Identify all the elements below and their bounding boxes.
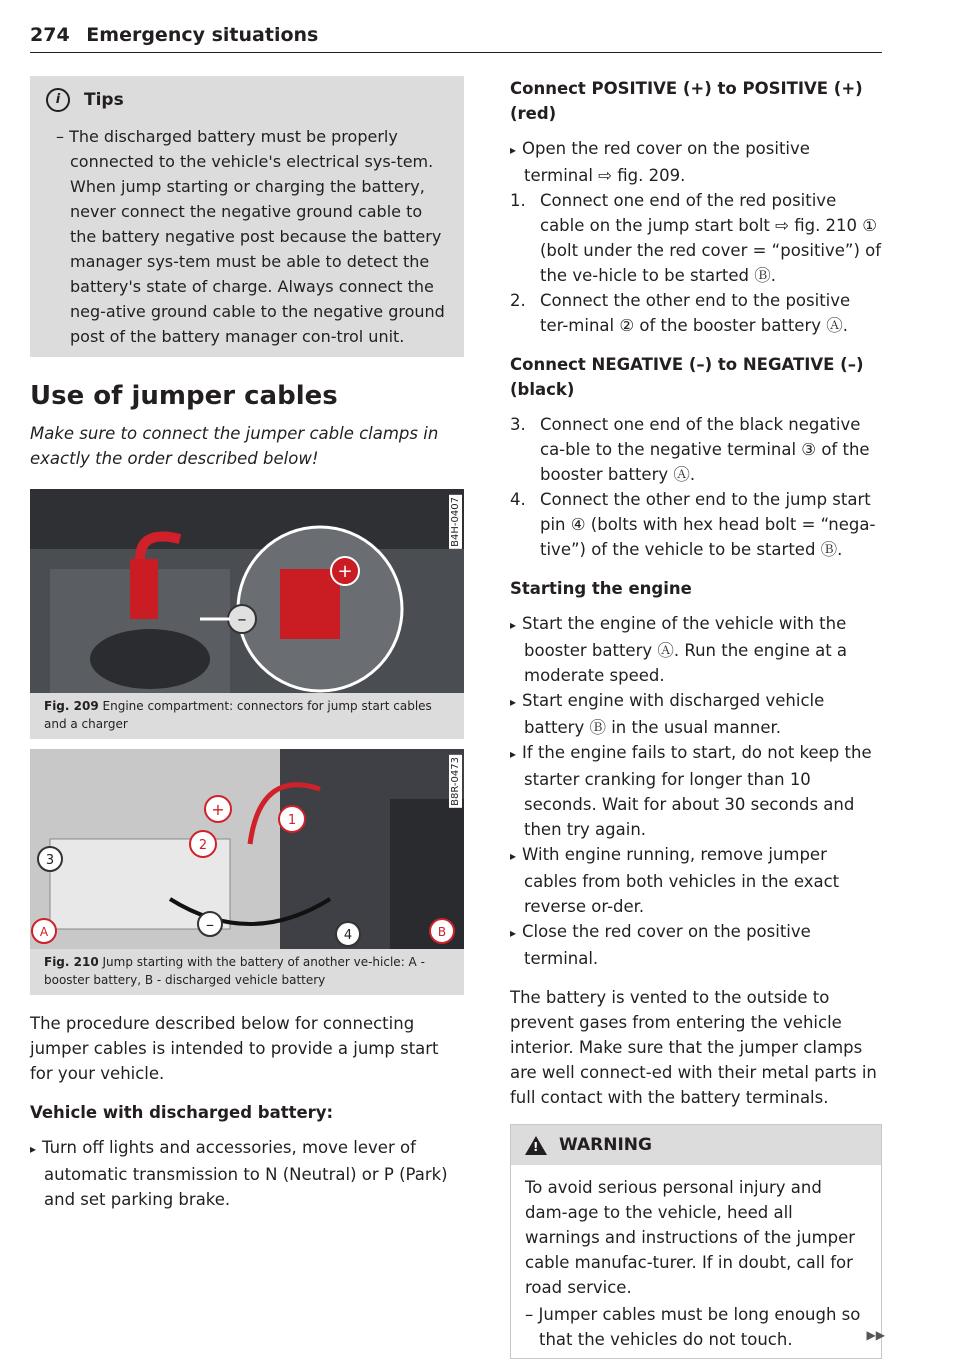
tips-box — [30, 76, 464, 357]
step-1 — [510, 188, 882, 288]
figure-caption-text: Jump starting with the battery of another ve-hicle: A - booster battery, B - discharged vehicle battery — [44, 955, 425, 987]
step-text: Connect the other end to the positive ter-minal ② of the booster battery Ⓐ. — [540, 291, 851, 335]
step-number: 3. — [510, 415, 526, 434]
list-item: ▸ With engine running, remove jumper cables from both vehicles in the exact reverse or-der. — [510, 842, 882, 919]
warning-label: WARNING — [559, 1135, 652, 1155]
figure-id: B4H-0407 — [450, 497, 461, 547]
svg-text:+: + — [211, 800, 225, 819]
step-4 — [510, 487, 882, 562]
svg-text:1: 1 — [287, 813, 297, 828]
step-2 — [510, 288, 882, 338]
jump-start-image — [30, 749, 464, 949]
page-number: 274 — [30, 24, 70, 46]
tips-text: – The discharged battery must be properly connected to the vehicle's electrical sys-tem. When jump starting or charging the battery, never connect the negative ground cable to the battery negative post because the battery manager sys-tem must be able to detect the battery's state of charge. Always connect the neg-ative ground cable to the negative ground post of the battery manager con-trol unit. — [56, 127, 445, 346]
step-text: Connect the other end to the jump start pin ④ (bolts with hex head bolt = “nega-tive”) of the vehicle to be started Ⓑ. — [540, 490, 876, 559]
intro-paragraph: The procedure described below for connecting jumper cables is intended to provide a jump start for your vehicle. — [30, 1014, 439, 1083]
figure-209 — [30, 489, 464, 739]
figure-label: Fig. 210 — [44, 955, 99, 969]
page-header — [30, 24, 882, 53]
section-title: Emergency situations — [86, 24, 319, 46]
negative-heading: Connect NEGATIVE (–) to NEGATIVE (–) (black) — [510, 355, 864, 399]
figure-label: Fig. 209 — [44, 699, 99, 713]
left-column — [30, 76, 464, 1212]
svg-text:–: – — [237, 609, 247, 630]
svg-text:2: 2 — [198, 838, 208, 853]
svg-text:B: B — [437, 925, 447, 939]
svg-text:–: – — [206, 915, 214, 934]
warning-body — [511, 1165, 885, 1358]
svg-text:+: + — [337, 561, 353, 582]
step-number: 4. — [510, 490, 526, 509]
figure-caption — [30, 693, 464, 739]
warning-item: – Jumper cables must be long enough so that the vehicles do not touch. — [525, 1305, 861, 1349]
list-item: ▸ Start engine with discharged vehicle battery Ⓑ in the usual manner. — [510, 688, 882, 740]
continue-arrow-icon: ▶▶ — [866, 1328, 885, 1342]
figure-id: B8R-0473 — [450, 757, 461, 806]
warning-box — [510, 1124, 885, 1359]
positive-heading: Connect POSITIVE (+) to POSITIVE (+) (red) — [510, 79, 863, 123]
svg-text:3: 3 — [45, 853, 55, 868]
tips-label: Tips — [84, 90, 124, 110]
section-heading: Use of jumper cables — [30, 381, 338, 411]
info-icon: i — [46, 88, 70, 112]
list-item: ▸ If the engine fails to start, do not keep the starter cranking for longer than 10 seconds. Wait for about 30 seconds and then try again. — [510, 740, 882, 842]
figure-210 — [30, 749, 464, 995]
warning-icon — [525, 1136, 547, 1155]
engine-compartment-image — [30, 489, 464, 693]
discharged-heading: Vehicle with discharged battery: — [30, 1103, 334, 1122]
warning-text: To avoid serious personal injury and dam-age to the vehicle, heed all warnings and instructions of the jumper cable manufac-turer. If in doubt, call for road service. — [525, 1178, 856, 1297]
figure-caption — [30, 949, 464, 995]
warning-header — [511, 1125, 881, 1165]
list-item: ▸ Start the engine of the vehicle with the booster battery Ⓐ. Run the engine at a moderate speed. — [510, 611, 882, 688]
section-lead: Make sure to connect the jumper cable clamps in exactly the order described below! — [30, 424, 439, 468]
list-item: ▸ Close the red cover on the positive terminal. — [510, 919, 882, 971]
right-column — [510, 76, 885, 1359]
tips-header — [46, 88, 450, 112]
step-number: 2. — [510, 291, 526, 310]
step-text: Connect one end of the black negative ca-ble to the negative terminal ③ of the booster battery Ⓐ. — [540, 415, 870, 484]
svg-text:4: 4 — [343, 928, 353, 943]
list-item: ▸ Turn off lights and accessories, move lever of automatic transmission to N (Neutral) or P (Park) and set parking brake. — [30, 1135, 464, 1212]
list-item: ▸ Open the red cover on the positive terminal ⇨ fig. 209. — [510, 136, 882, 188]
step-3 — [510, 412, 882, 487]
vented-paragraph: The battery is vented to the outside to prevent gases from entering the vehicle interior. Make sure that the jumper clamps are well connect-ed with their metal parts in full contact with the battery terminals. — [510, 988, 877, 1107]
figure-caption-text: Engine compartment: connectors for jump start cables and a charger — [44, 699, 432, 731]
starting-heading: Starting the engine — [510, 579, 692, 598]
svg-text:A: A — [39, 925, 49, 939]
step-number: 1. — [510, 191, 526, 210]
step-text: Connect one end of the red positive cable on the jump start bolt ⇨ fig. 210 ① (bolt under the red cover = “positive”) of the ve-hicle to be started Ⓑ. — [540, 191, 882, 285]
